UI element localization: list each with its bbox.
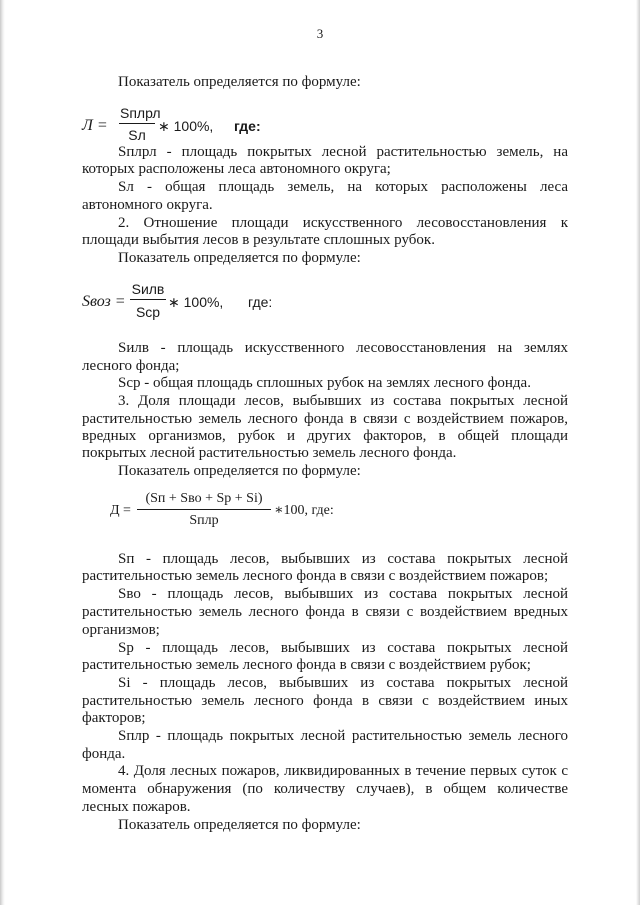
formula-2-fraction-bar: [130, 299, 166, 300]
text-line: лесного фонда;: [82, 358, 180, 374]
text-line: Si - площадь лесов, выбывших из состава покрытых лесной: [118, 675, 568, 691]
text-line: растительностью земель лесного фонда в связи с воздействием рубок;: [82, 657, 531, 673]
text-line: растительностью земель лесного фонда в связи с воздействием вредных: [82, 604, 568, 620]
text-line: Показатель определяется по формуле:: [118, 74, 361, 90]
text-line: Sплр - площадь покрытых лесной растительностью земель лесного: [118, 728, 568, 744]
formula-1-denominator: Sл: [128, 127, 146, 143]
text-line: Sво - площадь лесов, выбывших из состава покрытых лесной: [118, 586, 568, 602]
text-line: 2. Отношение площади искусственного лесовосстановления к: [118, 215, 568, 231]
text-line: которых расположены леса автономного округа;: [82, 161, 391, 177]
text-line: лесных пожаров.: [82, 799, 191, 815]
formula-3-tail: ∗100, где:: [274, 503, 334, 518]
text-line: фонда.: [82, 746, 126, 762]
formula-2-tail: ∗ 100%,: [168, 294, 224, 310]
text-line: Sл - общая площадь земель, на которых расположены леса: [118, 179, 568, 195]
text-line: растительностью земель лесного фонда в связи с воздействием пожаров,: [82, 411, 568, 427]
formula-3-fraction-bar: [137, 509, 271, 510]
text-line: растительностью земель лесного фонда в связи с воздействием иных: [82, 693, 568, 709]
text-line: Sп - площадь лесов, выбывших из состава покрытых лесной: [118, 551, 568, 567]
scan-edge-right: [636, 0, 640, 905]
page-number: 3: [316, 26, 324, 41]
formula-1-lhs: Л =: [82, 117, 108, 134]
formula-3-numerator: (Sп + Sво + Sр + Si): [145, 491, 263, 506]
text-line: 3. Доля площади лесов, выбывших из состава покрытых лесной: [118, 393, 568, 409]
formula-2-lhs: Sвоз =: [82, 293, 126, 310]
scan-edge-left: [0, 0, 5, 905]
text-line: 4. Доля лесных пожаров, ликвидированных в течение первых суток с: [118, 763, 568, 779]
formula-2-numerator: Sилв: [131, 281, 165, 297]
text-line: автономного округа.: [82, 197, 213, 213]
text-line: факторов;: [82, 710, 146, 726]
formula-3-lhs: Д =: [110, 503, 131, 518]
text-line: Sср - общая площадь сплошных рубок на землях лесного фонда.: [118, 375, 531, 391]
text-line: момента обнаружения (по количеству случаев), в общем количестве: [82, 781, 568, 797]
text-line: Sплрл - площадь покрытых лесной растительностью земель, на: [118, 144, 568, 160]
text-line: растительностью земель лесного фонда в связи с воздействием пожаров;: [82, 568, 549, 584]
text-line: Показатель определяется по формуле:: [118, 817, 361, 833]
text-line: организмов;: [82, 622, 160, 638]
text-line: Показатель определяется по формуле:: [118, 463, 361, 479]
formula-1-where: где:: [234, 118, 261, 134]
text-line: площади выбытия лесов в результате сплошных рубок.: [82, 232, 435, 248]
text-line: покрытых лесной растительностью земель лесного фонда.: [82, 445, 457, 461]
text-line: Sр - площадь лесов, выбывших из состава покрытых лесной: [118, 640, 568, 656]
text-line: Показатель определяется по формуле:: [118, 250, 361, 266]
formula-2-denominator: Sср: [135, 304, 161, 320]
formula-1-fraction-bar: [119, 123, 155, 124]
formula-1-tail: ∗ 100%,: [158, 118, 214, 134]
text-line: вредных организмов, рубок и других факторов, в общей площади: [82, 428, 568, 444]
formula-1-numerator: Sплрл: [120, 105, 161, 121]
formula-3-denominator: Sплр: [189, 513, 219, 528]
text-line: Sилв - площадь искусственного лесовосстановления на землях: [118, 340, 568, 356]
formula-2-where: где:: [248, 294, 273, 310]
